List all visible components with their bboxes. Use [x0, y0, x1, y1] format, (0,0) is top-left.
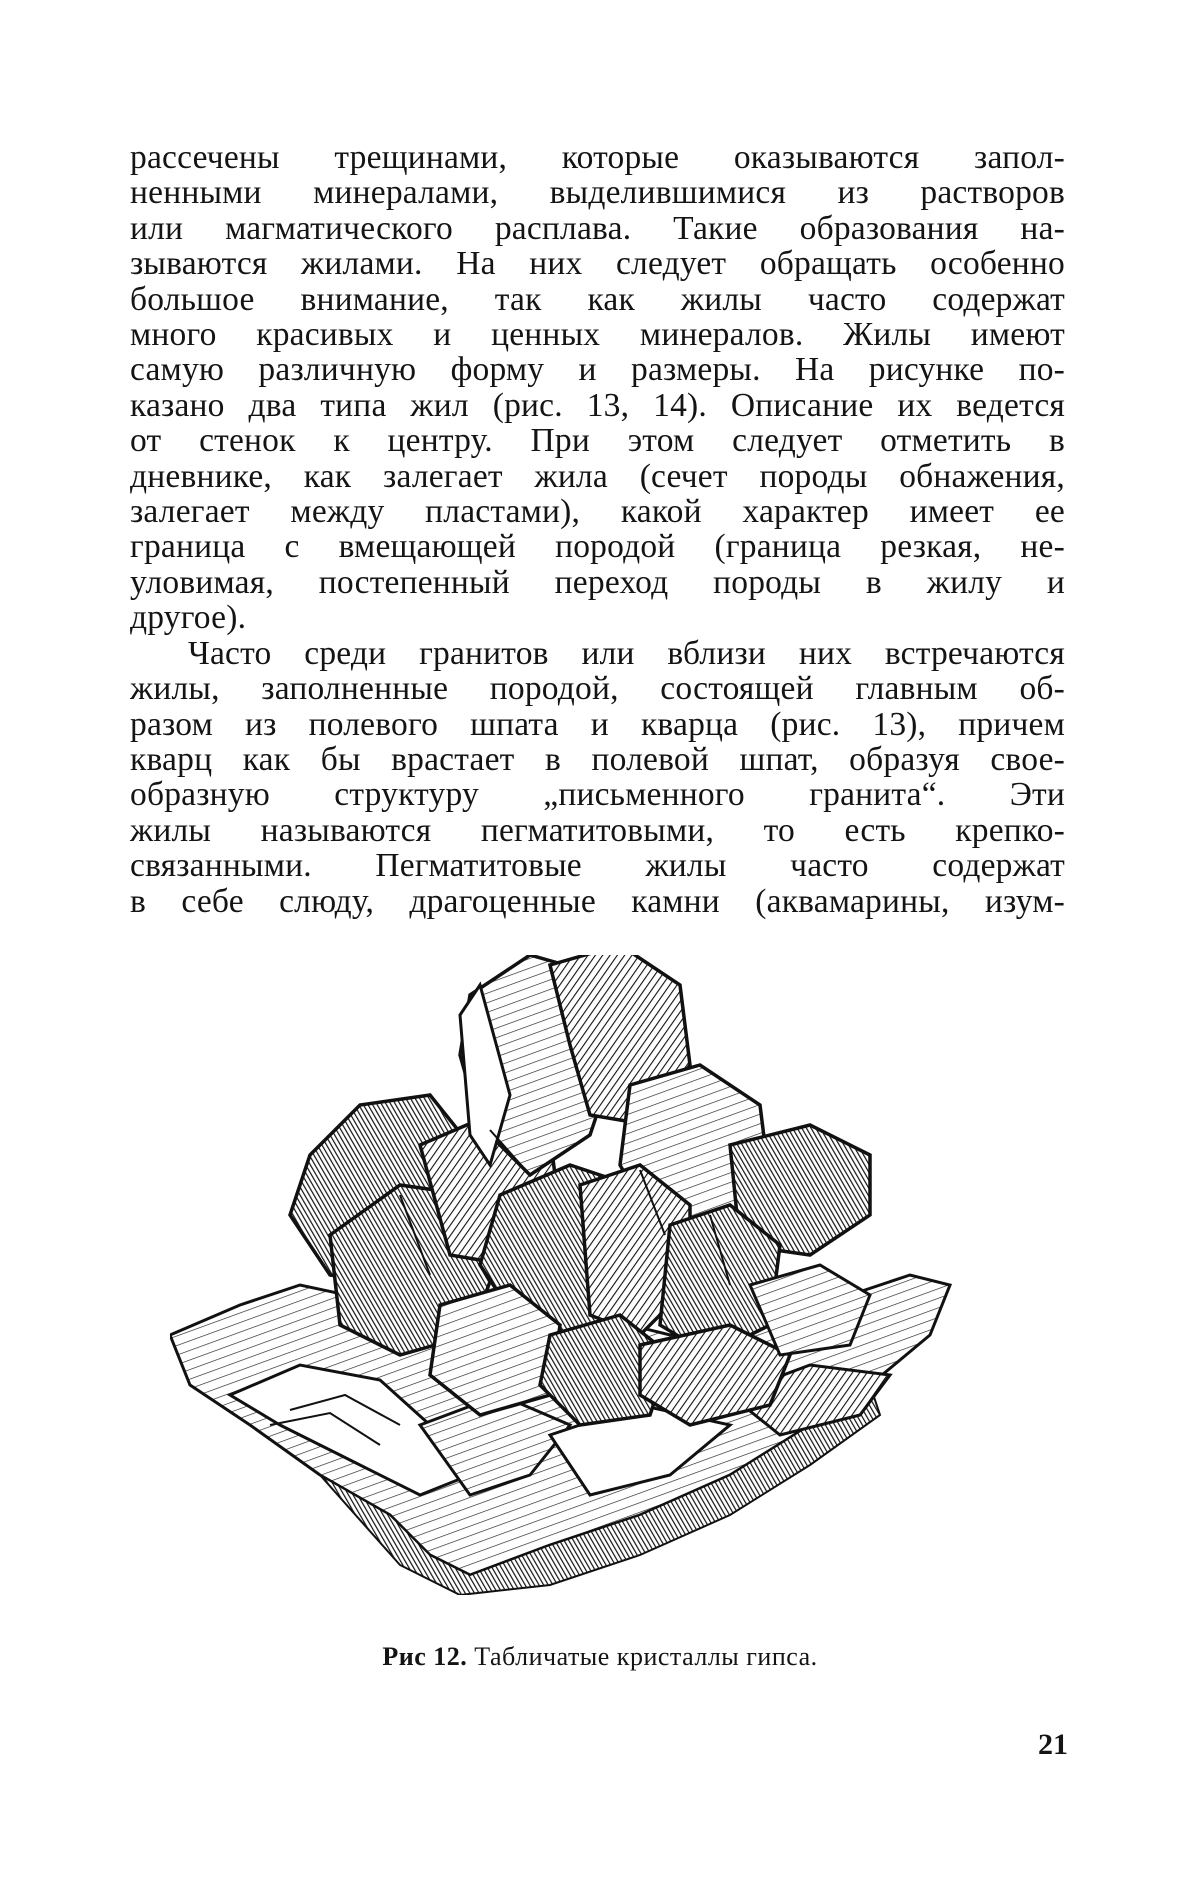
- page-number: 21: [1038, 1728, 1068, 1761]
- text-line: в себе слюду, драгоценные камни (аквамарины, изум-: [130, 882, 1065, 920]
- text-line: жилы, заполненные породой, состоящей главным об-: [130, 670, 1065, 708]
- paragraph-1: [130, 140, 1065, 636]
- text-line: дневнике, как залегает жила (сечет породы обнажения,: [130, 457, 1065, 495]
- text-line: много красивых и ценных минералов. Жилы имеют: [130, 316, 1065, 354]
- text-line: рассечены трещинами, которые оказываются запол-: [130, 139, 1065, 176]
- text-line: самую различную форму и размеры. На рисунке по-: [130, 351, 1065, 389]
- body-text: [130, 140, 1065, 919]
- figure-caption-text: Табличатые кристаллы гипса.: [474, 1642, 818, 1671]
- text-line: зываются жилами. На них следует обращать особенно: [130, 245, 1065, 283]
- text-line: уловимая, постепенный переход породы в жилу и: [130, 563, 1065, 601]
- text-line: кварц как бы врастает в полевой шпат, образуя свое-: [130, 740, 1065, 778]
- text-line: образную структуру „письменного гранита“. Эти: [130, 776, 1065, 814]
- text-line: граница с вмещающей породой (граница резкая, не-: [130, 528, 1065, 566]
- figure-number: Рис 12.: [382, 1642, 468, 1671]
- text-line: ненными минералами, выделившимися из растворов: [130, 174, 1065, 212]
- text-line: или магматического расплава. Такие образования на-: [130, 209, 1065, 247]
- gypsum-crystals-illustration: [170, 955, 1055, 1595]
- paragraph-2: [130, 636, 1065, 919]
- text-line: от стенок к центру. При этом следует отметить в: [130, 422, 1065, 460]
- figure-caption: [0, 1642, 1200, 1672]
- text-line: другое).: [130, 599, 247, 637]
- text-line: казано два типа жил (рис. 13, 14). Описание их ведется: [130, 386, 1065, 424]
- text-line: разом из полевого шпата и кварца (рис. 13), причем: [130, 705, 1065, 743]
- text-line: большое внимание, так как жилы часто содержат: [130, 280, 1065, 318]
- text-line: жилы называются пегматитовыми, то есть крепко-: [130, 811, 1065, 849]
- text-line: связанными. Пегматитовые жилы часто содержат: [130, 847, 1065, 885]
- text-line: Часто среди гранитов или вблизи них встречаются: [188, 634, 1065, 672]
- text-line: залегает между пластами), какой характер имеет ее: [130, 493, 1065, 531]
